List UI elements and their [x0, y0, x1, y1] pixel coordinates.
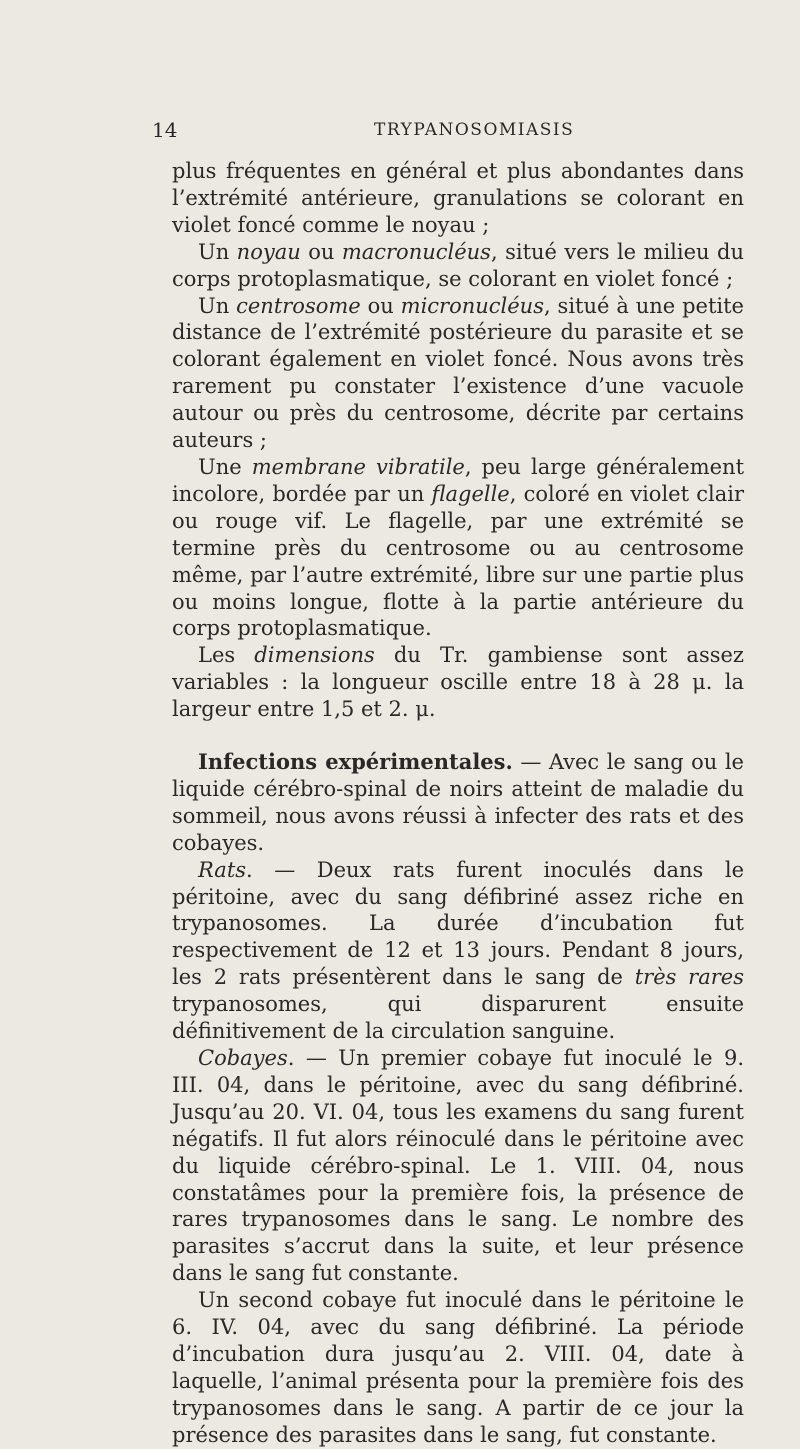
page-number: 14 — [152, 118, 178, 142]
text-run: du Tr. gambiense sont assez variables : la longueur oscille entre 18 à 28 μ. la largeur entre 1,5 et 2. μ. — [172, 643, 744, 722]
running-title: TRYPANOSOMIASIS — [374, 120, 575, 140]
paragraph-rats — [172, 857, 744, 1045]
text-run: , coloré en violet clair ou rouge vif. Le flagelle, par une extrémité se termine près du centrosome ou au centrosome même, par l’autre extrémité, libre sur une partie plus ou moins longue, flotte à la partie antérieure du corps protoplasmatique. — [172, 481, 744, 641]
term-cobayes: Cobayes — [198, 1046, 288, 1070]
paragraph-cobayes — [172, 1045, 744, 1287]
term-macronucleus: macronucléus — [341, 239, 491, 264]
paragraph-infections — [172, 749, 744, 857]
text-run: . — Un premier cobaye fut inoculé le 9. III. 04, dans le péritoine, avec du sang défibriné. Jusqu’au 20. VI. 04, tous les examens du sang furent négatifs. Il fut alors réinoculé dans le péritoine avec du liquide cérébro-spinal. Le 1. VIII. 04, nous constatâmes pour la première fois, la présence de rares trypanosomes dans le sang. Le nombre des parasites s’accrut dans la suite, et leur présence dans le sang fut constante. — [172, 1046, 744, 1286]
text-run: Un — [198, 293, 237, 318]
text-run: , peu large généralement incolore, bordée par un — [172, 454, 745, 506]
text-run: . — Deux rats furent inoculés dans le péritoine, avec du sang défibriné assez riche en trypanosomes. La durée d’incubation fut respectivement de 12 et 13 jours. Pendant 8 jours, les 2 rats présentèrent dans le sang de — [172, 857, 744, 990]
section-heading: Infections expérimentales. — [198, 749, 513, 775]
term-micronucleus: micronucléus — [400, 293, 544, 318]
paragraph-membrane — [172, 454, 744, 642]
text-run: , situé à une petite distance de l’extrémité postérieure du parasite et se colorant également en violet foncé. Nous avons très rarement pu constater l’existence d’une vacuole autour ou près du centrosome, décrite par certains auteurs ; — [172, 293, 744, 453]
text-run: Une — [198, 454, 252, 479]
text-run: ou — [300, 239, 342, 264]
term-flagelle: flagelle — [431, 481, 510, 506]
paragraph-centrosome — [172, 293, 744, 454]
emphasis-tres-rares: très rares — [634, 965, 744, 990]
paragraph-noyau — [172, 239, 744, 293]
text-run: ou — [360, 293, 401, 318]
text-run: Les — [198, 643, 255, 668]
term-rats: Rats — [198, 857, 247, 882]
term-centrosome: centrosome — [236, 293, 361, 318]
text-run: Un — [198, 239, 237, 264]
paragraph-second-cobaye: Un second cobaye fut inoculé dans le péritoine le 6. IV. 04, avec du sang défibriné. La période d’incubation dura jusqu’au 2. VIII. 04, date à laquelle, l’animal présenta pour la première fois des trypanosomes dans le sang. A partir de ce jour la présence des parasites dans le sang, fut constante. — [172, 1288, 744, 1447]
term-dimensions: dimensions — [254, 643, 375, 668]
running-header — [152, 118, 708, 148]
paragraph-1: plus fréquentes en général et plus abondantes dans l’extrémité antérieure, granulations se colorant en violet foncé comme le noyau ; — [172, 159, 744, 237]
paragraph-dimensions — [172, 642, 744, 723]
term-membrane-vibratile: membrane vibratile — [251, 454, 465, 479]
body-text — [172, 158, 744, 1449]
text-run: — Avec le sang ou le liquide cérébro-spinal de noirs atteint de maladie du sommeil, nous avons réussi à infecter des rats et des cobayes. — [172, 750, 744, 855]
text-run: trypanosomes, qui disparurent ensuite définitivement de la circulation sanguine. — [172, 992, 744, 1044]
term-noyau: noyau — [236, 239, 301, 264]
text-run: , situé vers le milieu du corps protoplasmatique, se colorant en violet foncé ; — [172, 239, 744, 291]
